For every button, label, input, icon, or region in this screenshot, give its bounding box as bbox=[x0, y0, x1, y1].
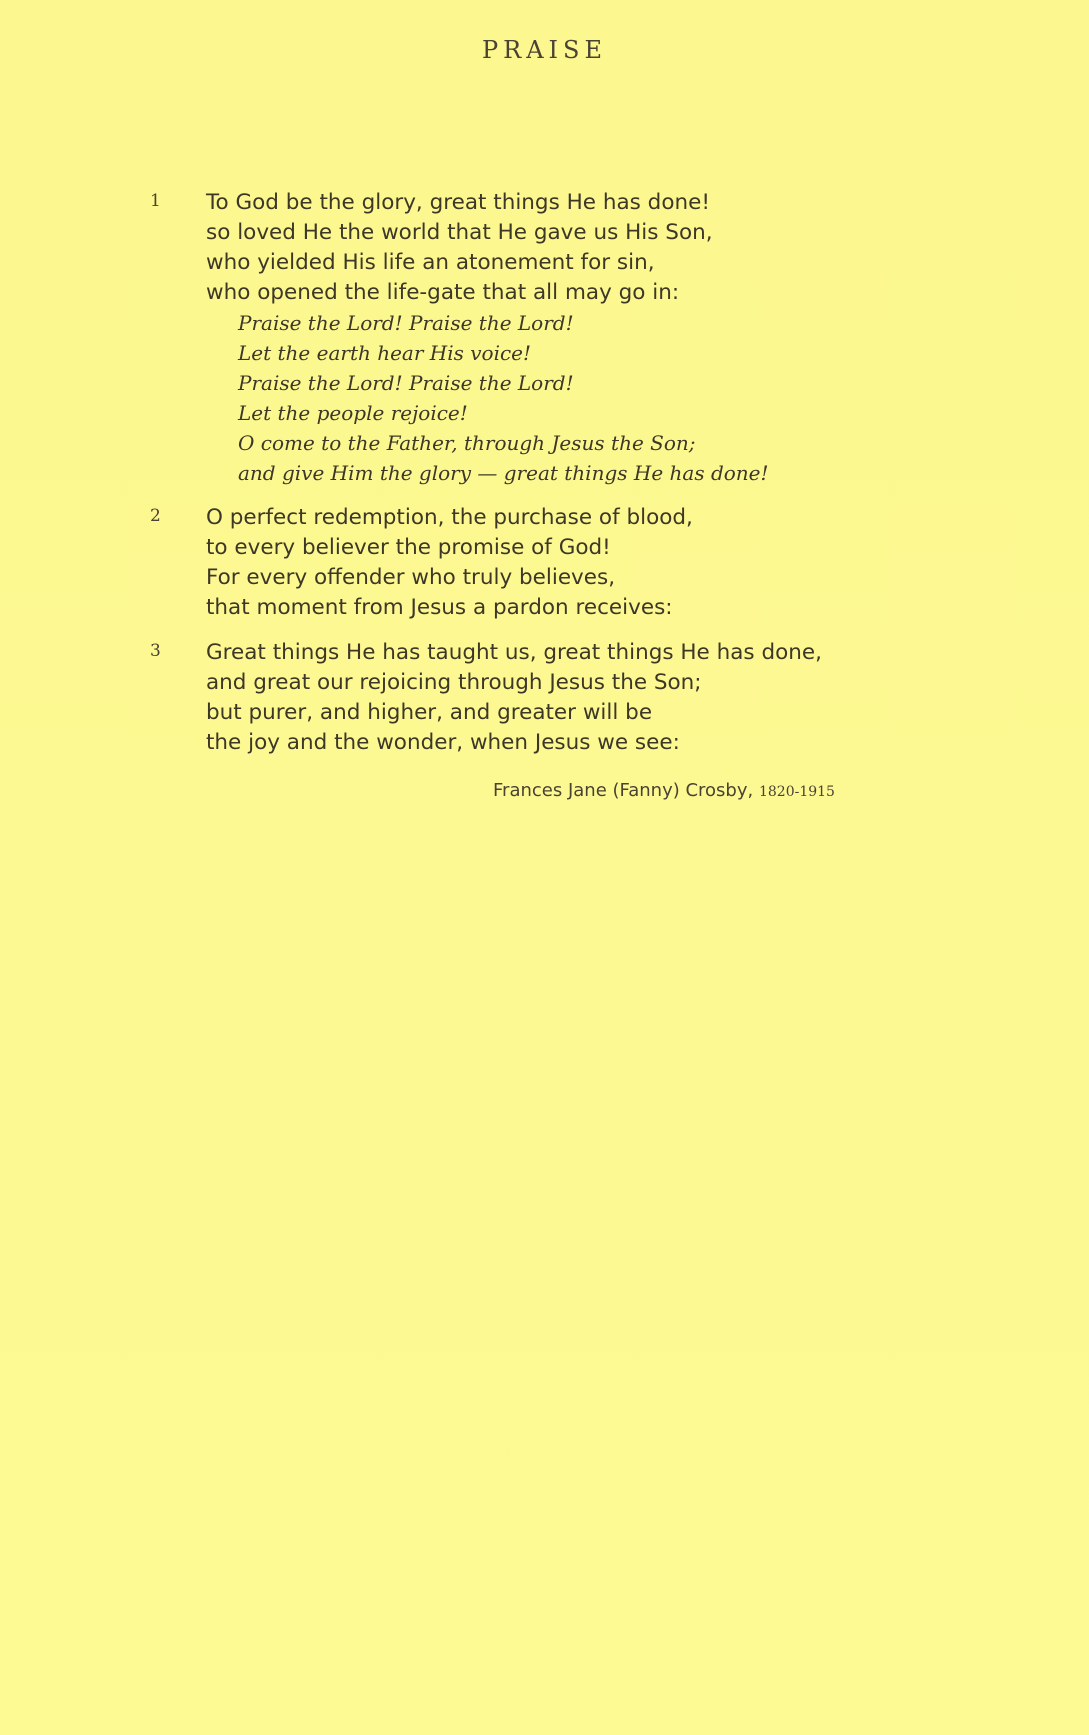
refrain-line: Let the people rejoice! bbox=[238, 401, 468, 425]
verse-line: to every believer the promise of God! bbox=[206, 535, 611, 560]
verse-line: Great things He has taught us, great things He has done, bbox=[206, 640, 822, 665]
verse-line: O perfect redemption, the purchase of blood, bbox=[206, 505, 693, 530]
refrain-line: Praise the Lord! Praise the Lord! bbox=[238, 311, 574, 335]
author-name: Frances Jane (Fanny) Crosby, bbox=[493, 780, 754, 801]
author-credit bbox=[493, 780, 835, 801]
verse-line: and great our rejoicing through Jesus the Son; bbox=[206, 670, 702, 695]
verse-line: For every offender who truly believes, bbox=[206, 565, 616, 590]
verse-lines bbox=[206, 503, 693, 623]
verse-line: that moment from Jesus a pardon receives: bbox=[206, 595, 673, 620]
verse-line: so loved He the world that He gave us His Son, bbox=[206, 220, 713, 245]
verse-line: but purer, and higher, and greater will be bbox=[206, 700, 653, 725]
refrain-line: and give Him the glory — great things He has done! bbox=[238, 461, 769, 485]
verse-line: the joy and the wonder, when Jesus we see: bbox=[206, 730, 680, 755]
verse-line: who opened the life-gate that all may go in: bbox=[206, 280, 680, 305]
verse-number: 3 bbox=[150, 641, 161, 661]
verse-number: 2 bbox=[150, 506, 161, 526]
verse-line: To God be the glory, great things He has done! bbox=[206, 190, 710, 215]
verse-lines bbox=[206, 188, 769, 488]
author-dates: 1820-1915 bbox=[758, 784, 835, 800]
refrain-line: O come to the Father, through Jesus the Son; bbox=[238, 431, 696, 455]
verse-line: who yielded His life an atonement for sin, bbox=[206, 250, 655, 275]
verse-lines bbox=[206, 638, 822, 758]
verse-number: 1 bbox=[150, 191, 161, 211]
refrain-line: Let the earth hear His voice! bbox=[238, 341, 532, 365]
refrain-line: Praise the Lord! Praise the Lord! bbox=[238, 371, 574, 395]
running-head: PRAISE bbox=[482, 36, 607, 64]
